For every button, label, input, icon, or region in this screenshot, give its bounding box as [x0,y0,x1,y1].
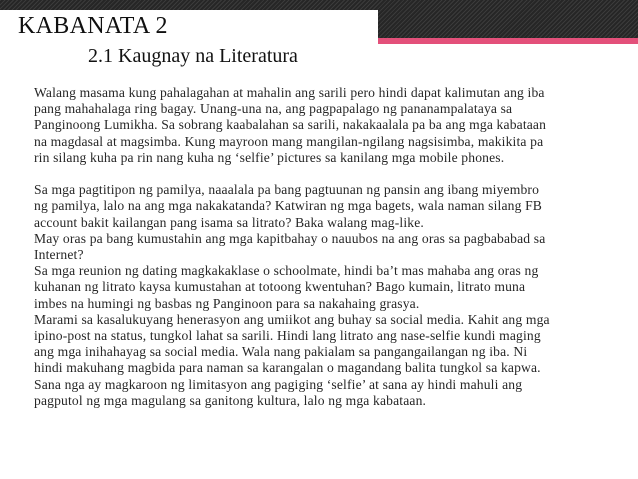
text-line: Panginoong Lumikha. Sa sobrang kaabalahan sa sarili, nakakaalala pa ba ang mga kabataan [34,117,547,133]
text-line: pang mahahalaga ring bagay. Unang-una na, ang pagpapalago ng pananampalataya sa [34,101,513,117]
text-line: rin silang kuha pa rin nang kuha ng ‘selfie’ pictures sa kanilang mga mobile phones. [34,149,505,165]
section-subtitle: 2.1 Kaugnay na Literatura [88,45,298,67]
text-line: Sana nga ay magkaroon ng limitasyon ang pagiging ‘selfie’ at sana ay hindi mahuli ang [34,376,523,392]
accent-strip [378,38,638,44]
body-text [34,85,599,409]
text-line: Marami sa kasalukuyang henerasyon ang umiikot ang buhay sa social media. Kahit ang mga [34,311,550,327]
text-line: Internet? [34,247,84,263]
paragraph-2 [34,182,599,409]
text-line: hindi makuhang magbida para naman sa karangalan o magandang balita tungkol sa kapwa. [34,360,541,376]
paragraph-1 [34,85,599,166]
text-line: account bakit kailangan pang isama sa litrato? Baka walang mag-like. [34,214,424,230]
text-line: May oras pa bang kumustahin ang mga kapitbahay o nauubos na ang oras sa pagbababad sa [34,230,546,246]
text-line: ng pamilya, lalo na ang mga nakakatanda? Katwiran ng mga bagets, wala naman silang FB [34,198,543,214]
text-line: na magdasal at magsimba. Kung mayroon mang mangilan-ngilang nagsisimba, makikita pa [34,133,544,149]
text-line: ang mga inihahayag sa social media. Wala nang pakialam sa pangangailangan ng iba. Ni [34,344,528,360]
text-line: ipino-post na status, tungkol lahat sa sarili. Hindi lang litrato ang nase-selfie kundi maging [34,328,541,344]
chapter-title: KABANATA 2 [18,13,168,39]
text-line: pagputol ng mga magulang sa ganitong kultura, lalo ng mga kabataan. [34,392,427,408]
paragraph-gap [34,166,599,182]
text-line: Sa mga pagtitipon ng pamilya, naaalala pa bang pagtuunan ng pansin ang ibang miyembro [34,182,540,198]
text-line: Sa mga reunion ng dating magkakaklase o schoolmate, hindi ba’t mas mahaba ang oras ng [34,263,539,279]
text-line: Walang masama kung pahalagahan at mahalin ang sarili pero hindi dapat kalimutan ang iba [34,85,545,100]
text-line: imbes na humingi ng basbas ng Panginoon para sa nakahaing grasya. [34,295,420,311]
text-line: kuhanan ng litrato kaysa kumustahan at totoong kwentuhan? Bago kumain, litrato muna [34,279,526,295]
